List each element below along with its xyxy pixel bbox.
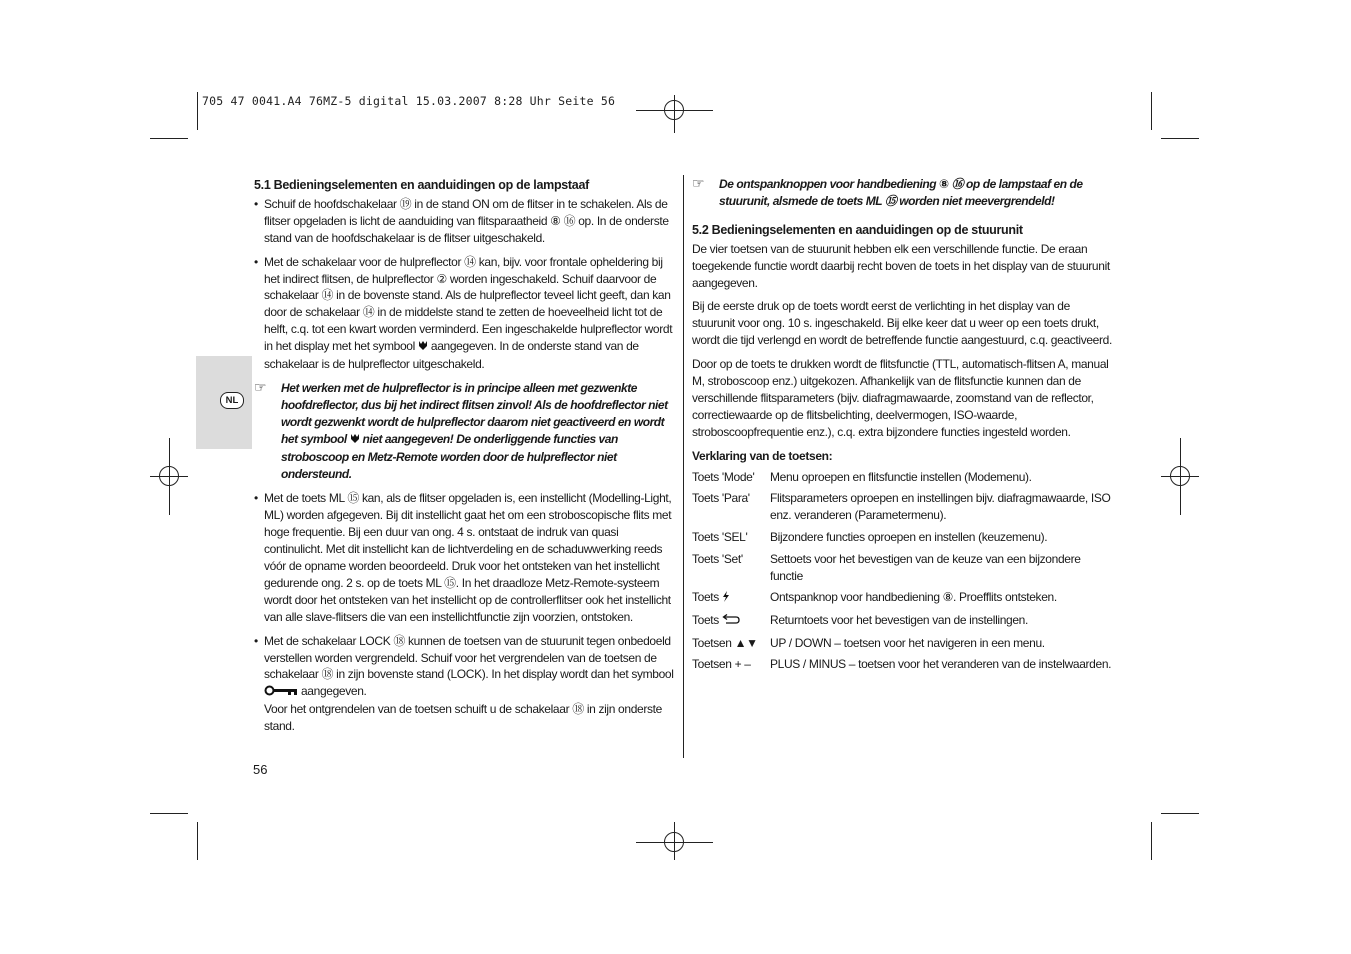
- bullet-main-switch: • Schuif de hoofdschakelaar ⑲ in de stand ON om de flitser in te schakelen. Als de flitser opgeladen is licht de aanduiding van flitsparaatheid ⑧ ⑯ op. In de onderste stand van de hoofdschakelaar is de flitser uitgeschakeld.: [254, 196, 678, 247]
- bullet-lock-switch: [254, 633, 678, 735]
- right-column: [692, 176, 1114, 678]
- paragraph: De vier toetsen van de stuurunit hebben elk een verschillende functie. De eraan toegekende functie wordt daarbij recht boven de toets in het display van de stuurunit aangegeven.: [692, 241, 1110, 290]
- key-row-mode: [692, 469, 1114, 486]
- key-row-sel: [692, 529, 1114, 546]
- key-row-set: [692, 551, 1114, 585]
- note-aux-reflector: [254, 380, 678, 482]
- key-name: Toets 'Mode': [692, 469, 755, 484]
- return-arrow-icon: [722, 613, 740, 630]
- key-description: Flitsparameters oproepen en instellingen bijv. diafragmawaarde, ISO enz. veranderen (Parametermenu).: [770, 491, 1111, 523]
- lightning-icon: [722, 590, 730, 607]
- key-description: Returntoets voor het bevestigen van de instellingen.: [770, 612, 1028, 627]
- bullet-text: Met de schakelaar voor de hulpreflector ⑭ kan, bijv. voor frontale opheldering bij het indirect flitsen, de hulpreflector ② worden ingeschakeld. Schuif daarvoor de schakelaar ⑭ in de bovenste stand. Als de hulpreflector teveel licht geeft, dan kan door de schakelaar ⑭ in de middelste stand te zetten de hoeveelheid licht tot de helft, c.q. tot een kwart worden verminderd. Een ingeschakelde hulpreflector wordt in het display met het symbool: [264, 254, 673, 354]
- key-row-flash: [692, 589, 1114, 607]
- bullet-text: Met de schakelaar LOCK ⑱ kunnen de toetsen van de stuurunit tegen onbedoeld verstellen worden vergrendeld. Schuif voor het vergrendelen van de toetsen de schakelaar ⑱ in zijn bovenste stand (LOCK). In het display wordt dan het symbool: [264, 633, 674, 682]
- key-description: UP / DOWN – toetsen voor het navigeren in een menu.: [770, 635, 1045, 650]
- key-name: Toets 'Set': [692, 551, 743, 566]
- print-slug: 705 47 0041.A4 76MZ-5 digital 15.03.2007 8:28 Uhr Seite 56: [202, 94, 616, 108]
- crop-mark: [1161, 813, 1199, 814]
- bullet-modelling-light: • Met de toets ML ⑮ kan, als de flitser opgeladen is, een instellicht (Modelling-Light, ML) worden afgegeven. Bij dit instellicht gaat het om een stroboscopische flits met hoge frequentie. Bij een duur van ong. 4 s. ontstaat de indruk van quasi continulicht. Met dit instellicht kan de lichtverdeling en de schaduwwerking reeds vóór de opname worden beoordeeld. Druk voor het ontsteken van het instellicht gedurende ong. 2 s. op de toets ML ⑮. In het draadloze Metz-Remote-systeem wordt door het ontsteken van het instellicht op de controllerflitser ook het instellicht van alle slave-flitsers die van een instellichtfunctie zijn voorzien, ontstoken.: [254, 490, 678, 625]
- key-name: Toets 'Para': [692, 491, 750, 506]
- key-name: [692, 612, 770, 630]
- key-description: Settoets voor het bevestigen van de keuze van een bijzondere functie: [770, 551, 1081, 583]
- pointing-hand-icon: ☞: [692, 175, 705, 191]
- key-description: Ontspanknop voor handbediening ⑧. Proefflits ontsteken.: [770, 590, 1057, 605]
- key-name: Toetsen ▲▼: [692, 635, 758, 650]
- key-description: Menu oproepen en flitsfunctie instellen (Modemenu).: [770, 469, 1032, 484]
- key-name-text: Toets: [692, 612, 719, 627]
- bullet-text: Voor het ontgrendelen van de toetsen schuift u de schakelaar ⑱ in zijn onderste stand.: [264, 702, 662, 734]
- page-number: 56: [253, 762, 268, 777]
- left-column: [254, 177, 678, 742]
- key-name: Toets 'SEL': [692, 529, 748, 544]
- paragraph: Bij de eerste druk op de toets wordt eerst de verlichting in het display van de stuurunit voor ong. 10 s. ingeschakeld. Bij elke keer dat u weer op een toets drukt, wordt die tijd verlengd en wordt de betreffende functie aangestuurd, c.q. geactiveerd.: [692, 299, 1112, 348]
- auxiliary-reflector-icon: [418, 339, 428, 356]
- section-heading-5-1: 5.1 Bedieningselementen en aanduidingen op de lampstaaf: [254, 178, 589, 192]
- crop-mark: [1151, 822, 1152, 860]
- paragraph: Door op de toets te drukken wordt de flitsfunctie (TTL, automatisch-flitsen A, manual M, stroboscoop enz.) uitgekozen. Afhankelijk van de flitsfunctie kunnen dan de verschillende flitsparameters (bijv. diafragmawaarde, zoomstand van de reflector, correctiewaarde op de flitsbelichting, deelvermogen, ISO-waarde, stroboscoopfrequentie enz.), c.q. extra bijzondere functies ingesteld worden.: [692, 357, 1109, 439]
- key-row-plus-minus: [692, 656, 1114, 673]
- note-text: niet aangegeven! De onderliggende functies van stroboscoop en Metz-Remote worden door de hulpreflector niet ondersteund.: [281, 431, 618, 481]
- column-divider: [683, 175, 684, 758]
- language-badge: NL: [220, 392, 244, 409]
- key-name: Toetsen + –: [692, 657, 751, 672]
- key-legend-heading: Verklaring van de toetsen:: [692, 448, 833, 463]
- key-name-text: Toets: [692, 590, 719, 605]
- note-lock-exceptions: [692, 176, 1114, 210]
- key-row-up-down: [692, 635, 1114, 652]
- crop-mark: [150, 138, 188, 139]
- key-row-para: [692, 490, 1114, 524]
- lock-key-icon: [264, 684, 298, 701]
- key-legend: [692, 469, 1114, 674]
- note-text: Het werken met de hulpreflector is in principe alleen met gezwenkte hoofdreflector, dus bij het indirect flitsen zinvol! Als de hoofdreflector niet wordt gezwenkt wordt de hulpreflector daarom niet geactiveerd en wordt het symbool: [281, 380, 668, 446]
- key-name: [692, 589, 770, 607]
- section-heading-5-2: 5.2 Bedieningselementen en aanduidingen op de stuurunit: [692, 222, 1023, 237]
- key-description: Bijzondere functies oproepen en instellen (keuzemenu).: [770, 529, 1048, 544]
- note-text: De ontspanknoppen voor handbediening ⑧ ⑯ op de lampstaaf en de stuurunit, alsmede de toets ML ⑮ worden niet meevergrendeld!: [719, 177, 1083, 208]
- pointing-hand-icon: ☞: [254, 378, 267, 395]
- bullet-aux-reflector: [254, 254, 678, 373]
- crop-mark: [197, 822, 198, 860]
- crop-mark: [1161, 138, 1199, 139]
- key-description: PLUS / MINUS – toetsen voor het veranderen van de instelwaarden.: [770, 657, 1112, 672]
- crop-mark: [1151, 92, 1152, 130]
- bullet-text: aangegeven. In de onderste stand van de schakelaar is de hulpreflector uitgeschakeld.: [264, 339, 639, 372]
- key-row-return: [692, 612, 1114, 630]
- crop-mark: [197, 92, 198, 130]
- auxiliary-reflector-icon: [350, 432, 360, 449]
- bullet-text: aangegeven.: [300, 684, 367, 699]
- crop-mark: [150, 813, 188, 814]
